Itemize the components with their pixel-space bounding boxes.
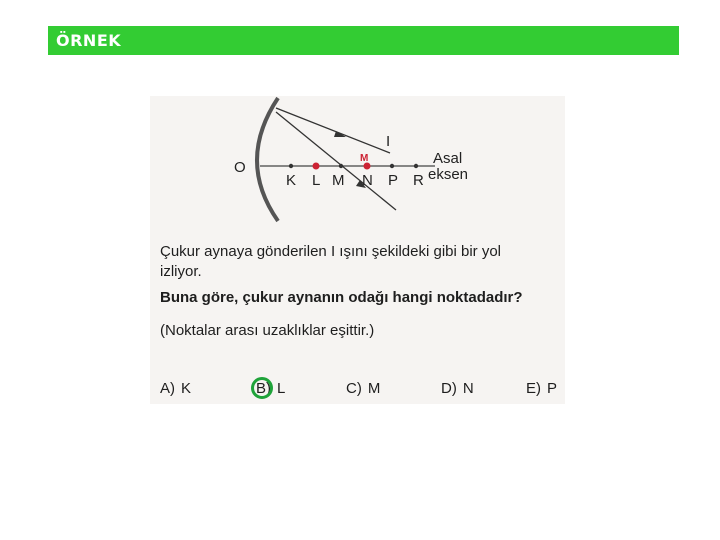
option-letter: E) [526,380,541,397]
point-label-n: N [362,172,373,189]
option-e[interactable] [526,380,557,397]
option-letter: D) [441,380,457,397]
point-l [313,163,320,170]
point-p [390,164,394,168]
concave-mirror [257,98,278,221]
question-prompt: Buna göre, çukur aynanın odağı hangi noktadadır? [160,289,523,306]
option-value: P [547,380,558,397]
concave-mirror-diagram [150,96,565,236]
title-banner [48,26,679,55]
option-d[interactable] [441,380,474,397]
option-letter: C) [346,380,362,397]
question-note: (Noktalar arası uzaklıklar eşittir.) [160,322,375,339]
point-r [414,164,418,168]
point-label-k: K [286,172,297,189]
option-value: N [462,380,474,397]
point-label-p: P [388,172,399,189]
point-m [339,164,343,168]
question-text-line-2: izliyor. [160,263,202,280]
option-letter: A) [160,380,175,397]
question-text-line-1: Çukur aynaya gönderilen I ışını şekildeki gibi bir yol [160,243,502,260]
correct-answer-circle [251,377,273,399]
ray-label: I [386,133,391,150]
point-label-m: M [332,172,345,189]
option-c[interactable] [346,380,380,397]
point-label-r: R [413,172,424,189]
option-letter: B) [256,380,271,397]
option-value: M [367,380,381,397]
mirror-label: O [234,159,246,176]
axis-label-1: Asal [433,150,463,167]
reflected-ray [276,112,399,210]
option-a[interactable] [160,380,191,397]
option-value: L [277,380,286,397]
answer-options [160,380,560,402]
incident-ray-arrow-icon [334,131,346,137]
axis-label-2: eksen [428,166,469,183]
incident-ray [276,108,390,153]
scanned-question-image [150,96,565,404]
point-k [289,164,293,168]
option-value: K [181,380,192,397]
option-b[interactable] [256,380,285,397]
red-point-label: M [360,153,369,164]
page-title: ÖRNEK [56,31,122,50]
point-label-l: L [312,172,321,189]
